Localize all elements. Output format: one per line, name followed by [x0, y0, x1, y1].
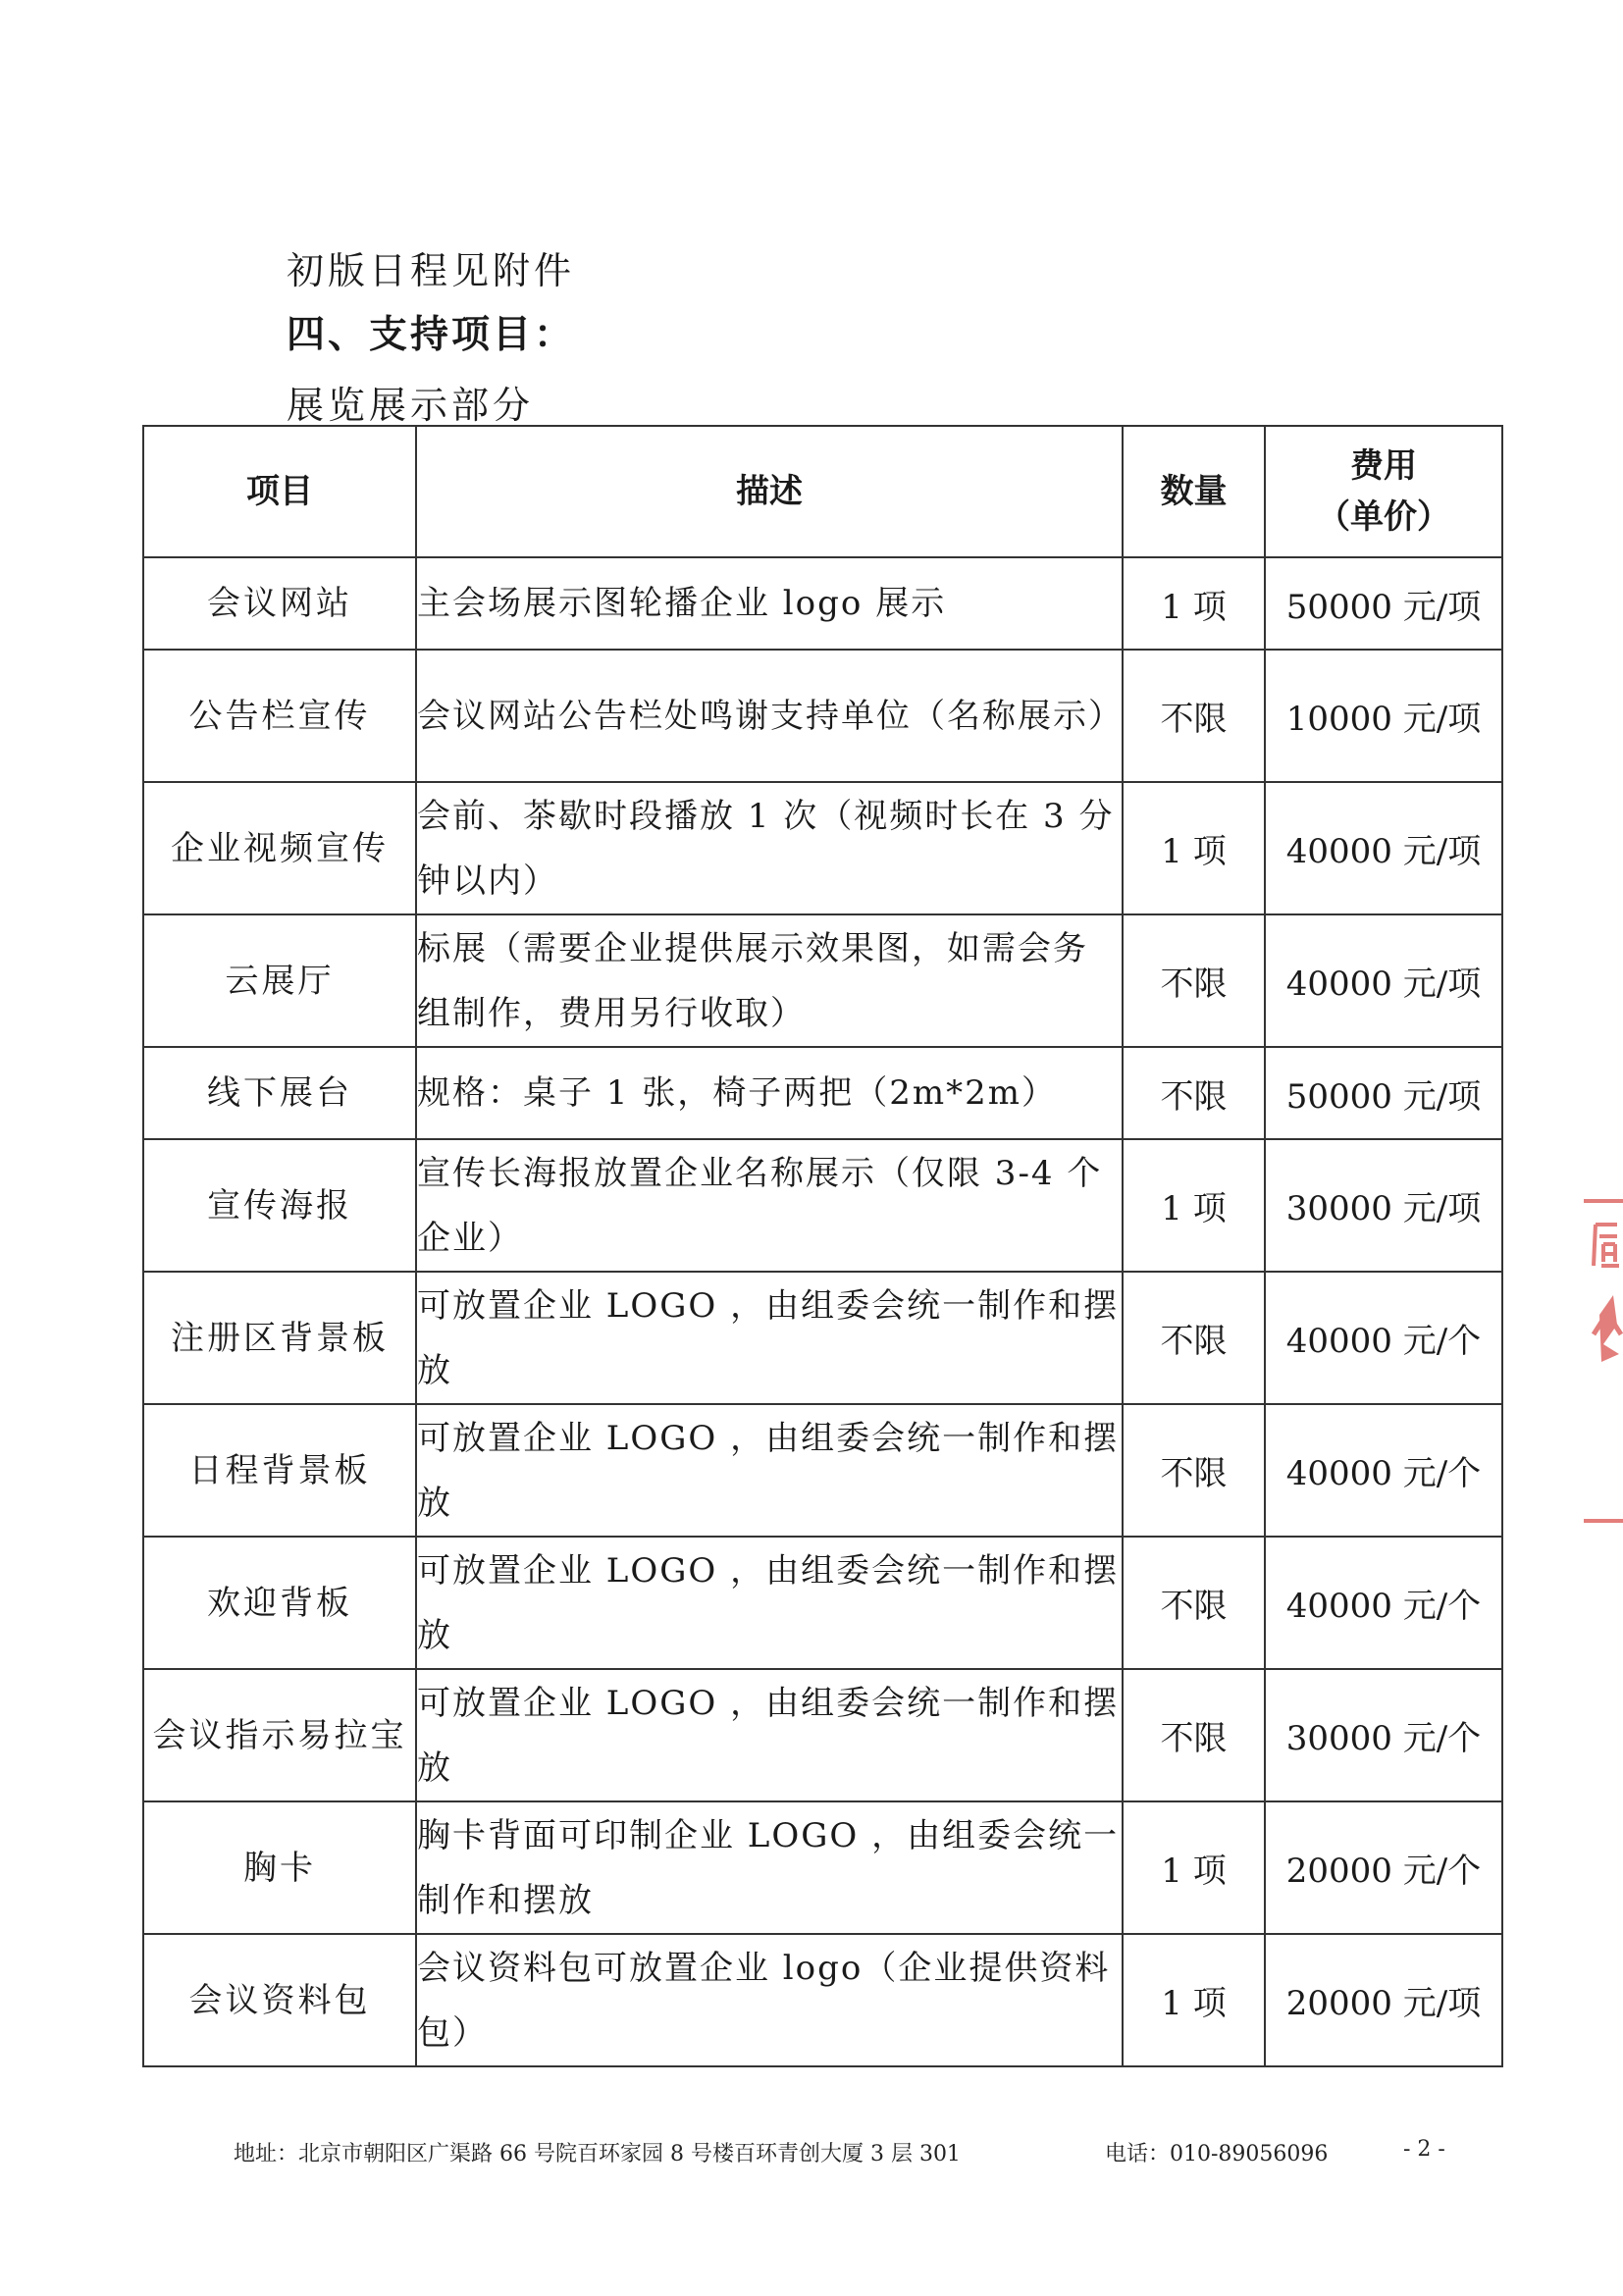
row-quantity: 1 项: [1123, 1801, 1265, 1934]
table-row: [143, 914, 1502, 1047]
row-item: 云展厅: [143, 914, 416, 1047]
row-price: 30000 元/项: [1265, 1139, 1502, 1272]
row-quantity: 1 项: [1123, 1139, 1265, 1272]
schedule-note: 初版日程见附件: [287, 249, 576, 292]
row-description: 可放置企业 LOGO ，由组委会统一制作和摆放: [416, 1272, 1123, 1404]
table-row: [143, 1139, 1502, 1272]
row-price: 10000 元/项: [1265, 650, 1502, 782]
table-row: [143, 1537, 1502, 1669]
row-quantity: 1 项: [1123, 782, 1265, 914]
row-item: 会议指示易拉宝: [143, 1669, 416, 1801]
footer-address: 地址：北京市朝阳区广渠路 66 号院百环家园 8 号楼百环青创大厦 3 层 301: [234, 2142, 961, 2166]
row-description: 可放置企业 LOGO ，由组委会统一制作和摆放: [416, 1537, 1123, 1669]
row-item: 会议资料包: [143, 1934, 416, 2066]
row-description: 会议资料包可放置企业 logo（企业提供资料包）: [416, 1934, 1123, 2066]
table-row: [143, 650, 1502, 782]
table-row: [143, 1047, 1502, 1139]
red-seal-fragment: [1574, 1197, 1623, 1531]
table-row: [143, 557, 1502, 650]
row-item: 注册区背景板: [143, 1272, 416, 1404]
header-description: 描述: [416, 426, 1123, 557]
header-quantity: 数量: [1123, 426, 1265, 557]
row-description: 会议网站公告栏处鸣谢支持单位（名称展示）: [416, 650, 1123, 782]
table-row: [143, 1801, 1502, 1934]
section-heading: 四、支持项目：: [287, 313, 576, 357]
row-description: 可放置企业 LOGO ，由组委会统一制作和摆放: [416, 1669, 1123, 1801]
row-item: 胸卡: [143, 1801, 416, 1934]
footer-phone: 电话：010-89056096: [1105, 2142, 1329, 2166]
row-item: 欢迎背板: [143, 1537, 416, 1669]
row-quantity: 不限: [1123, 1537, 1265, 1669]
row-quantity: 1 项: [1123, 557, 1265, 650]
row-description: 可放置企业 LOGO ，由组委会统一制作和摆放: [416, 1404, 1123, 1537]
row-description: 主会场展示图轮播企业 logo 展示: [416, 557, 1123, 650]
row-price: 40000 元/项: [1265, 782, 1502, 914]
row-description: 标展（需要企业提供展示效果图，如需会务组制作，费用另行收取）: [416, 914, 1123, 1047]
header-item: 项目: [143, 426, 416, 557]
row-quantity: 不限: [1123, 1404, 1265, 1537]
row-quantity: 不限: [1123, 650, 1265, 782]
row-quantity: 不限: [1123, 1272, 1265, 1404]
page-number: - 2 -: [1403, 2137, 1445, 2162]
row-price: 20000 元/个: [1265, 1801, 1502, 1934]
row-item: 公告栏宣传: [143, 650, 416, 782]
table-row: [143, 1669, 1502, 1801]
row-description: 会前、茶歇时段播放 1 次（视频时长在 3 分钟以内）: [416, 782, 1123, 914]
page-footer: [234, 2137, 1450, 2172]
row-item: 企业视频宣传: [143, 782, 416, 914]
header-fee: [1265, 426, 1502, 557]
row-description: 规格：桌子 1 张，椅子两把（2m*2m）: [416, 1047, 1123, 1139]
row-price: 20000 元/项: [1265, 1934, 1502, 2066]
table-row: [143, 1934, 1502, 2066]
row-price: 40000 元/项: [1265, 914, 1502, 1047]
row-price: 30000 元/个: [1265, 1669, 1502, 1801]
row-description: 宣传长海报放置企业名称展示（仅限 3-4 个企业）: [416, 1139, 1123, 1272]
row-quantity: 不限: [1123, 914, 1265, 1047]
row-item: 会议网站: [143, 557, 416, 650]
header-fee-line2: （单价）: [1317, 497, 1450, 537]
table-header-row: [143, 426, 1502, 557]
row-description: 胸卡背面可印制企业 LOGO ，由组委会统一制作和摆放: [416, 1801, 1123, 1934]
row-price: 50000 元/项: [1265, 557, 1502, 650]
row-price: 40000 元/个: [1265, 1537, 1502, 1669]
support-items-table: [142, 425, 1503, 2067]
row-quantity: 不限: [1123, 1047, 1265, 1139]
row-item: 宣传海报: [143, 1139, 416, 1272]
row-price: 50000 元/项: [1265, 1047, 1502, 1139]
table-row: [143, 782, 1502, 914]
row-quantity: 不限: [1123, 1669, 1265, 1801]
row-quantity: 1 项: [1123, 1934, 1265, 2066]
table-row: [143, 1272, 1502, 1404]
row-price: 40000 元/个: [1265, 1272, 1502, 1404]
row-price: 40000 元/个: [1265, 1404, 1502, 1537]
row-item: 线下展台: [143, 1047, 416, 1139]
table-row: [143, 1404, 1502, 1537]
row-item: 日程背景板: [143, 1404, 416, 1537]
subsection-title: 展览展示部分: [287, 384, 535, 427]
header-fee-line1: 费用: [1350, 446, 1417, 486]
